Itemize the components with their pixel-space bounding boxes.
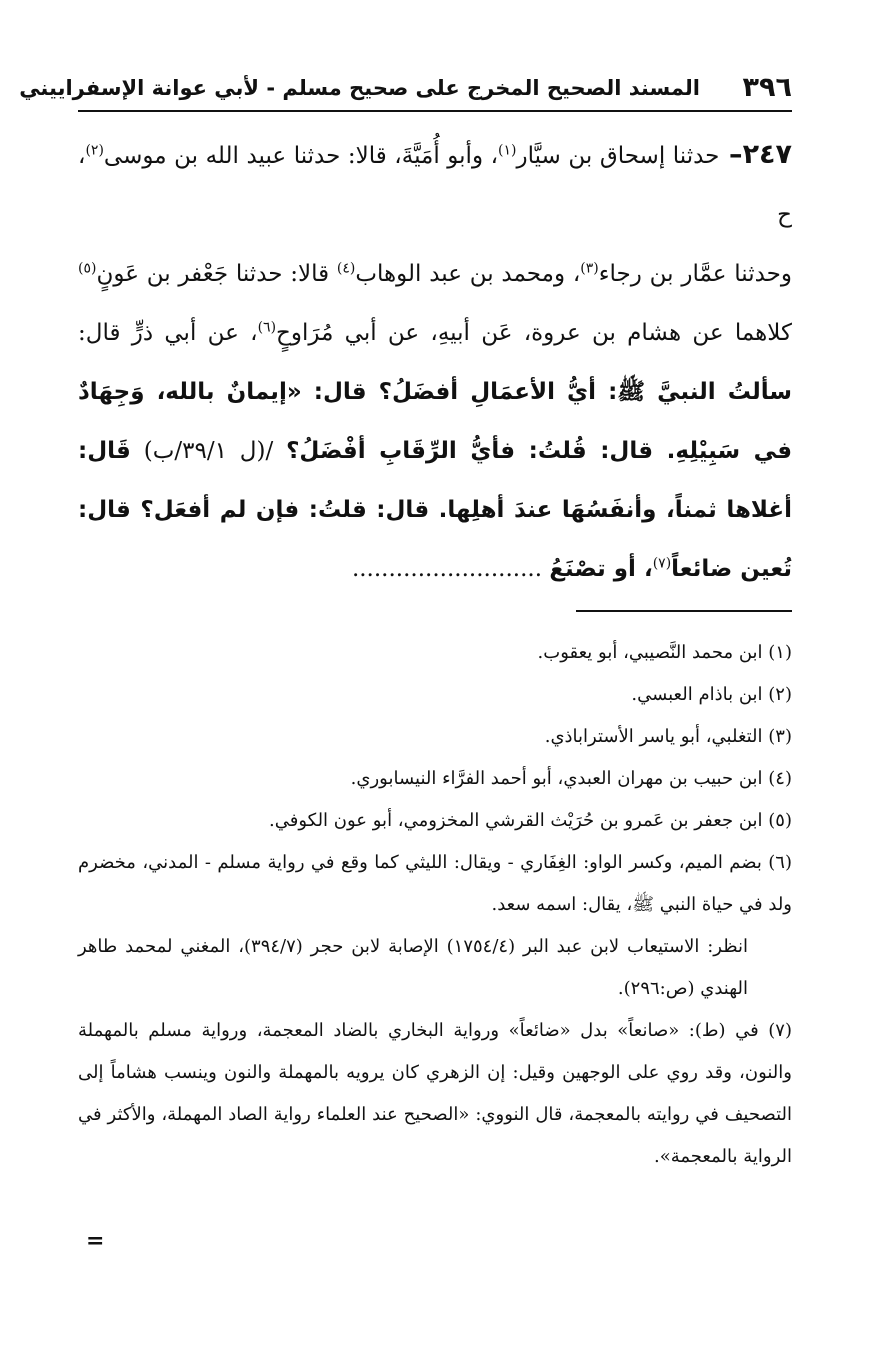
footnote-text: ابن حبيب بن مهران العبدي، أبو أحمد الفرَّاء النيسابوري.	[350, 768, 769, 789]
page-header	[19, 70, 792, 112]
footnote-number: (٣)	[768, 726, 792, 747]
footnote-text: ابن باذام العبسي.	[631, 684, 769, 705]
footnote-ref[interactable]: (٦)	[257, 319, 277, 336]
footnote-2	[78, 674, 792, 716]
page-number: ٣٩٦	[742, 72, 792, 103]
page-end-mark: =	[86, 1228, 105, 1254]
footnote-ref[interactable]: (٣)	[580, 260, 599, 277]
footnote-number: (٢)	[768, 684, 792, 705]
isnad-text: قالا: حدثنا جَعْفر بن عَونٍ	[96, 261, 337, 287]
footnote-number: (٧)	[768, 1020, 792, 1041]
footnote-text: ابن محمد النَّصيبي، أبو يعقوب.	[537, 642, 769, 663]
footnote-5	[78, 800, 792, 842]
footnote-text: التغلبي، أبو ياسر الأستراباذي.	[544, 726, 769, 747]
footnote-1	[78, 632, 792, 674]
isnad-text: ، ومحمد بن عبد الوهاب	[355, 261, 581, 287]
isnad-text: وحدثنا عمَّار بن رجاء	[598, 261, 793, 287]
isnad-text: ، وأبو أُمَيَّةَ، قالا: حدثنا عبيد الله بن موسى	[103, 143, 499, 169]
matn-text: قَال: أغلاها ثمناً، وأنفَسُهَا عندَ أهلِها. قال: قلتُ: فإن لم أفعَل؟ قال: تُعين ضائعاً	[78, 438, 792, 582]
manuscript-marker: /(ل ٣٩/١/ب)	[130, 438, 287, 464]
isnad-text: حدثنا إسحاق بن سيَّار	[516, 143, 720, 169]
isnad-text: كلاهما عن هشام بن عروة، عَن أبيهِ، عن أبي مُرَاوحٍ	[276, 320, 792, 346]
matn-text: سألتُ النبيَّ ﷺ: أيُّ الأعمَالِ أفضَلُ؟ قال: «إيمانٌ بالله، وَجِهَادٌ في سَبِيْلِهِ. قال: قُلتُ: فأيُّ الرِّقَابِ أفْضَلُ؟	[78, 379, 793, 464]
footnote-number: (١)	[768, 642, 792, 663]
matn-text: ، أو تصْنَعُ	[549, 556, 653, 582]
footnote-4	[78, 758, 792, 800]
hadith-text	[78, 125, 792, 599]
hadith-number: ٢٤٧	[742, 139, 793, 170]
footnote-6-continuation: انظر: الاستيعاب لابن عبد البر (١٧٥٤/٤) الإصابة لابن حجر (٣٩٤/٧)، المغني لمحمد طاهر الهندي (ص:٢٩٦).	[78, 936, 748, 999]
footnote-ref[interactable]: (٥)	[78, 260, 97, 277]
footnote-number: (٥)	[768, 810, 792, 831]
footnote-7	[78, 1010, 792, 1178]
hadith-paragraph-2	[78, 245, 792, 599]
footnote-divider	[576, 610, 792, 612]
hadith-paragraph-1	[78, 125, 792, 245]
footnote-text: بضم الميم، وكسر الواو: الغِفَاري - ويقال: الليثي كما وقع في رواية مسلم - المدني، مخضرم ولد في حياة النبي ﷺ، يقال: اسمه سعد.	[78, 852, 792, 915]
footnote-ref[interactable]: (١)	[498, 142, 517, 159]
footnotes	[78, 632, 792, 1178]
footnote-ref[interactable]: (٢)	[85, 142, 104, 159]
footnote-text: في (ط): «صانعاً» بدل «ضائعاً» ورواية البخاري بالضاد المعجمة، ورواية مسلم بالمهملة والنون، وقد روي على الوجهين وقيل: إن الزهري كان يرويه بالمهملة والنون وينسب هشاماً إلى التصحيف في روايته بالمعجمة، قال النووي: «الصحيح عند العلماء رواية الصاد المهملة، والأكثر في الرواية بالمعجمة».	[78, 1020, 792, 1167]
footnote-ref[interactable]: (٧)	[652, 555, 672, 572]
continuation-dots: ..........................	[351, 556, 550, 582]
footnote-6	[78, 842, 792, 926]
footnote-number: (٦)	[768, 852, 792, 873]
footnote-number: (٤)	[768, 768, 792, 789]
running-title: المسند الصحيح المخرج على صحيح مسلم - لأبي عوانة الإسفراييني	[19, 76, 700, 100]
footnote-ref[interactable]: (٤)	[336, 260, 356, 277]
footnote-text: ابن جعفر بن عَمرو بن حُرَيْث القرشي المخزومي، أبو عون الكوفي.	[269, 810, 769, 831]
isnad-text: ، عن أبي ذرٍّ قال:	[78, 320, 258, 346]
footnote-3	[78, 716, 792, 758]
hadith-dash: –	[719, 139, 743, 170]
isnad-text: ، ح	[78, 143, 792, 228]
